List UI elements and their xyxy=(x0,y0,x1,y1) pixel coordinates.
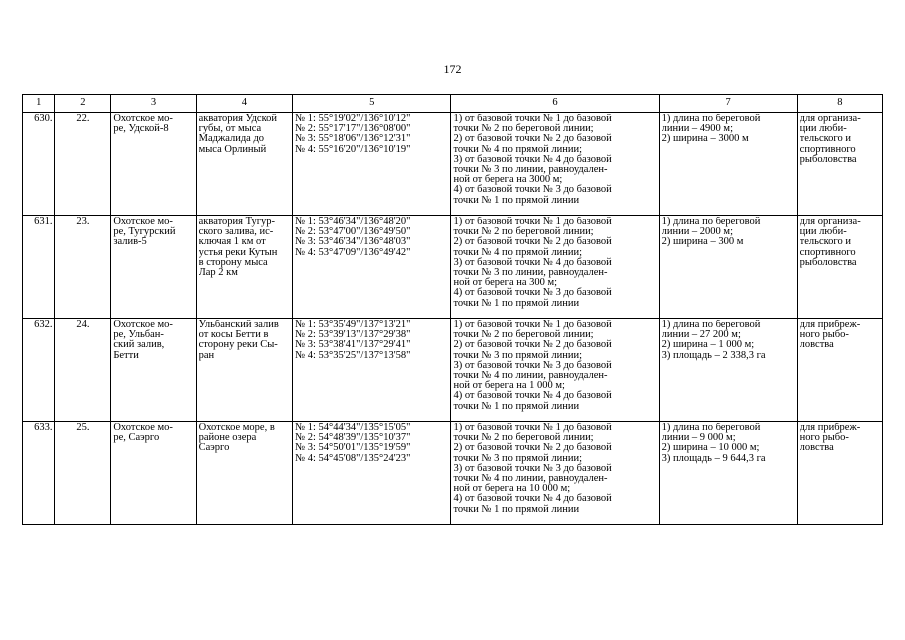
boundary-description xyxy=(453,217,656,317)
area-purpose-line: ного рыбо- xyxy=(799,432,849,444)
area-description-line: ран xyxy=(198,349,215,361)
fishing-areas-table xyxy=(22,94,883,525)
area-name-line: Бетти xyxy=(113,349,139,361)
base-point-coordinates-cell xyxy=(293,319,451,422)
row-number-cell xyxy=(23,422,55,525)
area-name-cell xyxy=(111,113,196,216)
area-index-cell xyxy=(55,216,111,319)
column-header: 7 xyxy=(659,95,797,113)
area-index: 24. xyxy=(76,319,90,330)
table-row xyxy=(23,319,883,422)
base-point-coordinates-line: № 4: 53°47'09"/136°49'42" xyxy=(295,246,411,258)
area-size xyxy=(662,423,795,523)
boundary-description-line: точки № 3 по линии, равноудален- xyxy=(453,164,608,176)
area-size-line: линии – 27 200 м; xyxy=(661,329,741,341)
area-description-cell xyxy=(196,319,292,422)
area-description-line: акватория Удской xyxy=(198,114,278,124)
area-size-line: 1) длина по береговой xyxy=(661,320,761,330)
area-description-line: Ульбанский залив xyxy=(198,320,279,330)
base-point-coordinates-line: № 2: 55°17'17"/136°08'00" xyxy=(295,123,411,135)
base-point-coordinates-cell xyxy=(293,113,451,216)
base-point-coordinates xyxy=(295,114,448,214)
column-header: 4 xyxy=(196,95,292,113)
area-size-line: 1) длина по береговой xyxy=(661,217,761,227)
boundary-description-line: точки № 4 по прямой линии; xyxy=(453,143,582,155)
area-purpose-cell xyxy=(797,319,882,422)
area-name-line: Охотское мо- xyxy=(113,114,173,124)
area-purpose xyxy=(800,114,880,214)
column-header: 6 xyxy=(451,95,659,113)
area-purpose-line: ловства xyxy=(799,442,834,454)
area-index: 23. xyxy=(76,216,90,227)
row-number-cell xyxy=(23,319,55,422)
table-body xyxy=(23,113,883,525)
boundary-description-line: 1) от базовой точки № 1 до базовой xyxy=(453,217,612,227)
base-point-coordinates-line: № 1: 53°35'49"/137°13'21" xyxy=(295,320,411,330)
boundary-description-line: 4) от базовой точки № 4 до базовой xyxy=(453,493,612,505)
boundary-description-line: 4) от базовой точки № 4 до базовой xyxy=(453,390,612,402)
row-number: 632. xyxy=(34,319,53,330)
row-number: 630. xyxy=(34,113,53,124)
column-header: 8 xyxy=(797,95,882,113)
base-point-coordinates xyxy=(295,217,448,317)
area-description-line: ключая 1 км от xyxy=(198,236,266,248)
boundary-description-cell xyxy=(451,319,659,422)
base-point-coordinates-line: № 1: 55°19'02"/136°10'12" xyxy=(295,114,411,124)
boundary-description xyxy=(453,114,656,214)
area-size-cell xyxy=(659,422,797,525)
boundary-description-cell xyxy=(451,216,659,319)
area-purpose-line: для прибреж- xyxy=(799,423,861,433)
base-point-coordinates-line: № 3: 54°50'01"/135°19'59" xyxy=(295,442,411,454)
area-index: 22. xyxy=(76,113,90,124)
area-purpose-line: ции люби- xyxy=(799,226,847,238)
area-description-cell xyxy=(196,113,292,216)
area-size-line: 1) длина по береговой xyxy=(661,114,761,124)
area-size-line: 2) ширина – 1 000 м; xyxy=(661,339,755,351)
boundary-description-line: 2) от базовой точки № 2 до базовой xyxy=(453,236,612,248)
area-name xyxy=(113,114,193,214)
page-number: 172 xyxy=(443,62,462,76)
column-header: 5 xyxy=(293,95,451,113)
area-purpose-line: тельского и xyxy=(799,236,851,248)
area-size-line: линии – 9 000 м; xyxy=(661,432,736,444)
area-name-line: ре, Тугурский xyxy=(113,226,176,238)
area-description xyxy=(199,423,290,523)
area-purpose-line: ного рыбо- xyxy=(799,329,849,341)
base-point-coordinates-cell xyxy=(293,422,451,525)
area-description-line: Саэрго xyxy=(198,442,230,454)
boundary-description-line: 1) от базовой точки № 1 до базовой xyxy=(453,423,612,433)
boundary-description-line: точки № 2 по береговой линии; xyxy=(453,226,594,238)
area-size-line: 3) площадь – 2 338,3 га xyxy=(661,349,766,361)
area-size-line: линии – 2000 м; xyxy=(661,226,733,238)
area-name-line: ре, Саэрго xyxy=(113,432,160,444)
base-point-coordinates xyxy=(295,320,448,420)
boundary-description-line: точки № 1 по прямой линии xyxy=(453,503,580,515)
area-purpose xyxy=(800,423,880,523)
base-point-coordinates-line: № 4: 53°35'25"/137°13'58" xyxy=(295,349,411,361)
area-purpose-line: тельского и xyxy=(799,133,851,145)
area-purpose-line: спортивного xyxy=(799,143,856,155)
area-description-line: акватория Тугур- xyxy=(198,217,276,227)
area-description-line: устья реки Кутын xyxy=(198,246,278,258)
boundary-description xyxy=(453,423,656,523)
area-description-line: в сторону мыса xyxy=(198,256,268,268)
area-size-line: 2) ширина – 10 000 м; xyxy=(661,442,760,454)
base-point-coordinates-line: № 2: 53°47'00"/136°49'50" xyxy=(295,226,411,238)
area-size-cell xyxy=(659,113,797,216)
area-size xyxy=(662,217,795,317)
area-description-line: районе озера xyxy=(198,432,257,444)
boundary-description xyxy=(453,320,656,420)
column-header: 3 xyxy=(111,95,196,113)
boundary-description-line: 4) от базовой точки № 3 до базовой xyxy=(453,287,612,299)
area-description-line: мыса Орлиный xyxy=(198,143,267,155)
area-purpose-line: рыболовства xyxy=(799,153,857,165)
boundary-description-cell xyxy=(451,422,659,525)
base-point-coordinates-line: № 3: 53°46'34"/136°48'03" xyxy=(295,236,411,248)
area-name-line: Охотское мо- xyxy=(113,217,173,227)
boundary-description-line: 1) от базовой точки № 1 до базовой xyxy=(453,114,612,124)
area-size xyxy=(662,114,795,214)
boundary-description-line: точки № 1 по прямой линии xyxy=(453,194,580,206)
area-size-line: 3) площадь – 9 644,3 га xyxy=(661,452,766,464)
boundary-description-line: точки № 2 по береговой линии; xyxy=(453,432,594,444)
boundary-description-line: точки № 1 по прямой линии xyxy=(453,400,580,412)
area-name-line: Охотское мо- xyxy=(113,423,173,433)
boundary-description-line: точки № 4 по прямой линии; xyxy=(453,246,582,258)
boundary-description-line: 3) от базовой точки № 4 до базовой xyxy=(453,256,612,268)
area-description-line: губы, от мыса xyxy=(198,123,262,135)
area-name-line: ский залив, xyxy=(113,339,165,351)
base-point-coordinates-line: № 1: 54°44'34"/135°15'05" xyxy=(295,423,411,433)
boundary-description-line: точки № 3 по линии, равноудален- xyxy=(453,267,608,279)
area-purpose-line: для организа- xyxy=(799,114,861,124)
area-description-line: от косы Бетти в xyxy=(198,329,269,341)
area-name xyxy=(113,217,193,317)
table-row xyxy=(23,422,883,525)
area-purpose-cell xyxy=(797,113,882,216)
area-name-cell xyxy=(111,422,196,525)
area-name-cell xyxy=(111,319,196,422)
base-point-coordinates-line: № 1: 53°46'34"/136°48'20" xyxy=(295,217,411,227)
area-size-cell xyxy=(659,319,797,422)
area-purpose-line: спортивного xyxy=(799,246,856,258)
base-point-coordinates-line: № 4: 55°16'20"/136°10'19" xyxy=(295,143,411,155)
area-description-cell xyxy=(196,422,292,525)
area-name-line: Охотское мо- xyxy=(113,320,173,330)
base-point-coordinates-line: № 3: 53°38'41"/137°29'41" xyxy=(295,339,411,351)
area-description xyxy=(199,320,290,420)
boundary-description-line: ной от берега на 3000 м; xyxy=(453,174,563,186)
row-number-cell xyxy=(23,113,55,216)
area-purpose-line: ловства xyxy=(799,339,834,351)
area-purpose-line: рыболовства xyxy=(799,256,857,268)
boundary-description-line: ной от берега на 1 000 м; xyxy=(453,380,565,392)
area-purpose-line: ции люби- xyxy=(799,123,847,135)
row-number: 633. xyxy=(34,422,53,433)
boundary-description-line: 4) от базовой точки № 3 до базовой xyxy=(453,184,612,196)
area-name-line: ре, Удской-8 xyxy=(113,123,169,135)
area-index-cell xyxy=(55,319,111,422)
area-description-cell xyxy=(196,216,292,319)
boundary-description-line: точки № 3 по прямой линии; xyxy=(453,349,582,361)
boundary-description-line: точки № 1 по прямой линии xyxy=(453,297,580,309)
area-purpose xyxy=(800,320,880,420)
boundary-description-line: 3) от базовой точки № 4 до базовой xyxy=(453,153,612,165)
area-description xyxy=(199,217,290,317)
boundary-description-line: точки № 3 по прямой линии; xyxy=(453,452,582,464)
area-purpose-line: для организа- xyxy=(799,217,861,227)
area-name-line: ре, Ульбан- xyxy=(113,329,164,341)
boundary-description-line: точки № 2 по береговой линии; xyxy=(453,329,594,341)
area-purpose xyxy=(800,217,880,317)
table-row xyxy=(23,216,883,319)
base-point-coordinates-cell xyxy=(293,216,451,319)
base-point-coordinates-line: № 2: 54°48'39"/135°10'37" xyxy=(295,432,411,444)
area-purpose-line: для прибреж- xyxy=(799,320,861,330)
table-row xyxy=(23,113,883,216)
area-name xyxy=(113,320,193,420)
row-number-cell xyxy=(23,216,55,319)
area-description-line: Охотское море, в xyxy=(198,423,275,433)
table-header-row xyxy=(23,95,883,113)
area-purpose-cell xyxy=(797,216,882,319)
area-description-line: Лар 2 км xyxy=(198,267,238,279)
area-description xyxy=(199,114,290,214)
boundary-description-line: 3) от базовой точки № 3 до базовой xyxy=(453,359,612,371)
boundary-description-line: ной от берега на 300 м; xyxy=(453,277,558,289)
area-purpose-cell xyxy=(797,422,882,525)
area-index: 25. xyxy=(76,422,90,433)
area-name xyxy=(113,423,193,523)
area-size-line: линии – 4900 м; xyxy=(661,123,733,135)
area-size-cell xyxy=(659,216,797,319)
column-header: 1 xyxy=(23,95,55,113)
boundary-description-line: точки № 4 по линии, равноудален- xyxy=(453,473,608,485)
base-point-coordinates-line: № 3: 55°18'06"/136°12'31" xyxy=(295,133,411,145)
boundary-description-line: ной от берега на 10 000 м; xyxy=(453,483,571,495)
area-name-line: залив-5 xyxy=(113,236,147,248)
area-index-cell xyxy=(55,113,111,216)
base-point-coordinates xyxy=(295,423,448,523)
row-number: 631. xyxy=(34,216,53,227)
boundary-description-line: 1) от базовой точки № 1 до базовой xyxy=(453,320,612,330)
boundary-description-line: точки № 2 по береговой линии; xyxy=(453,123,594,135)
base-point-coordinates-line: № 4: 54°45'08"/135°24'23" xyxy=(295,452,411,464)
area-description-line: сторону реки Сы- xyxy=(198,339,278,351)
base-point-coordinates-line: № 2: 53°39'13"/137°29'38" xyxy=(295,329,411,341)
area-index-cell xyxy=(55,422,111,525)
area-size-line: 2) ширина – 300 м xyxy=(661,236,744,248)
boundary-description-line: 3) от базовой точки № 3 до базовой xyxy=(453,462,612,474)
area-size-line: 2) ширина – 3000 м xyxy=(661,133,749,145)
boundary-description-line: 2) от базовой точки № 2 до базовой xyxy=(453,442,612,454)
area-description-line: ского залива, ис- xyxy=(198,226,274,238)
column-header: 2 xyxy=(55,95,111,113)
boundary-description-line: 2) от базовой точки № 2 до базовой xyxy=(453,133,612,145)
boundary-description-cell xyxy=(451,113,659,216)
area-name-cell xyxy=(111,216,196,319)
area-size xyxy=(662,320,795,420)
area-size-line: 1) длина по береговой xyxy=(661,423,761,433)
area-description-line: Маджалида до xyxy=(198,133,265,145)
boundary-description-line: 2) от базовой точки № 2 до базовой xyxy=(453,339,612,351)
boundary-description-line: точки № 4 по линии, равноудален- xyxy=(453,370,608,382)
